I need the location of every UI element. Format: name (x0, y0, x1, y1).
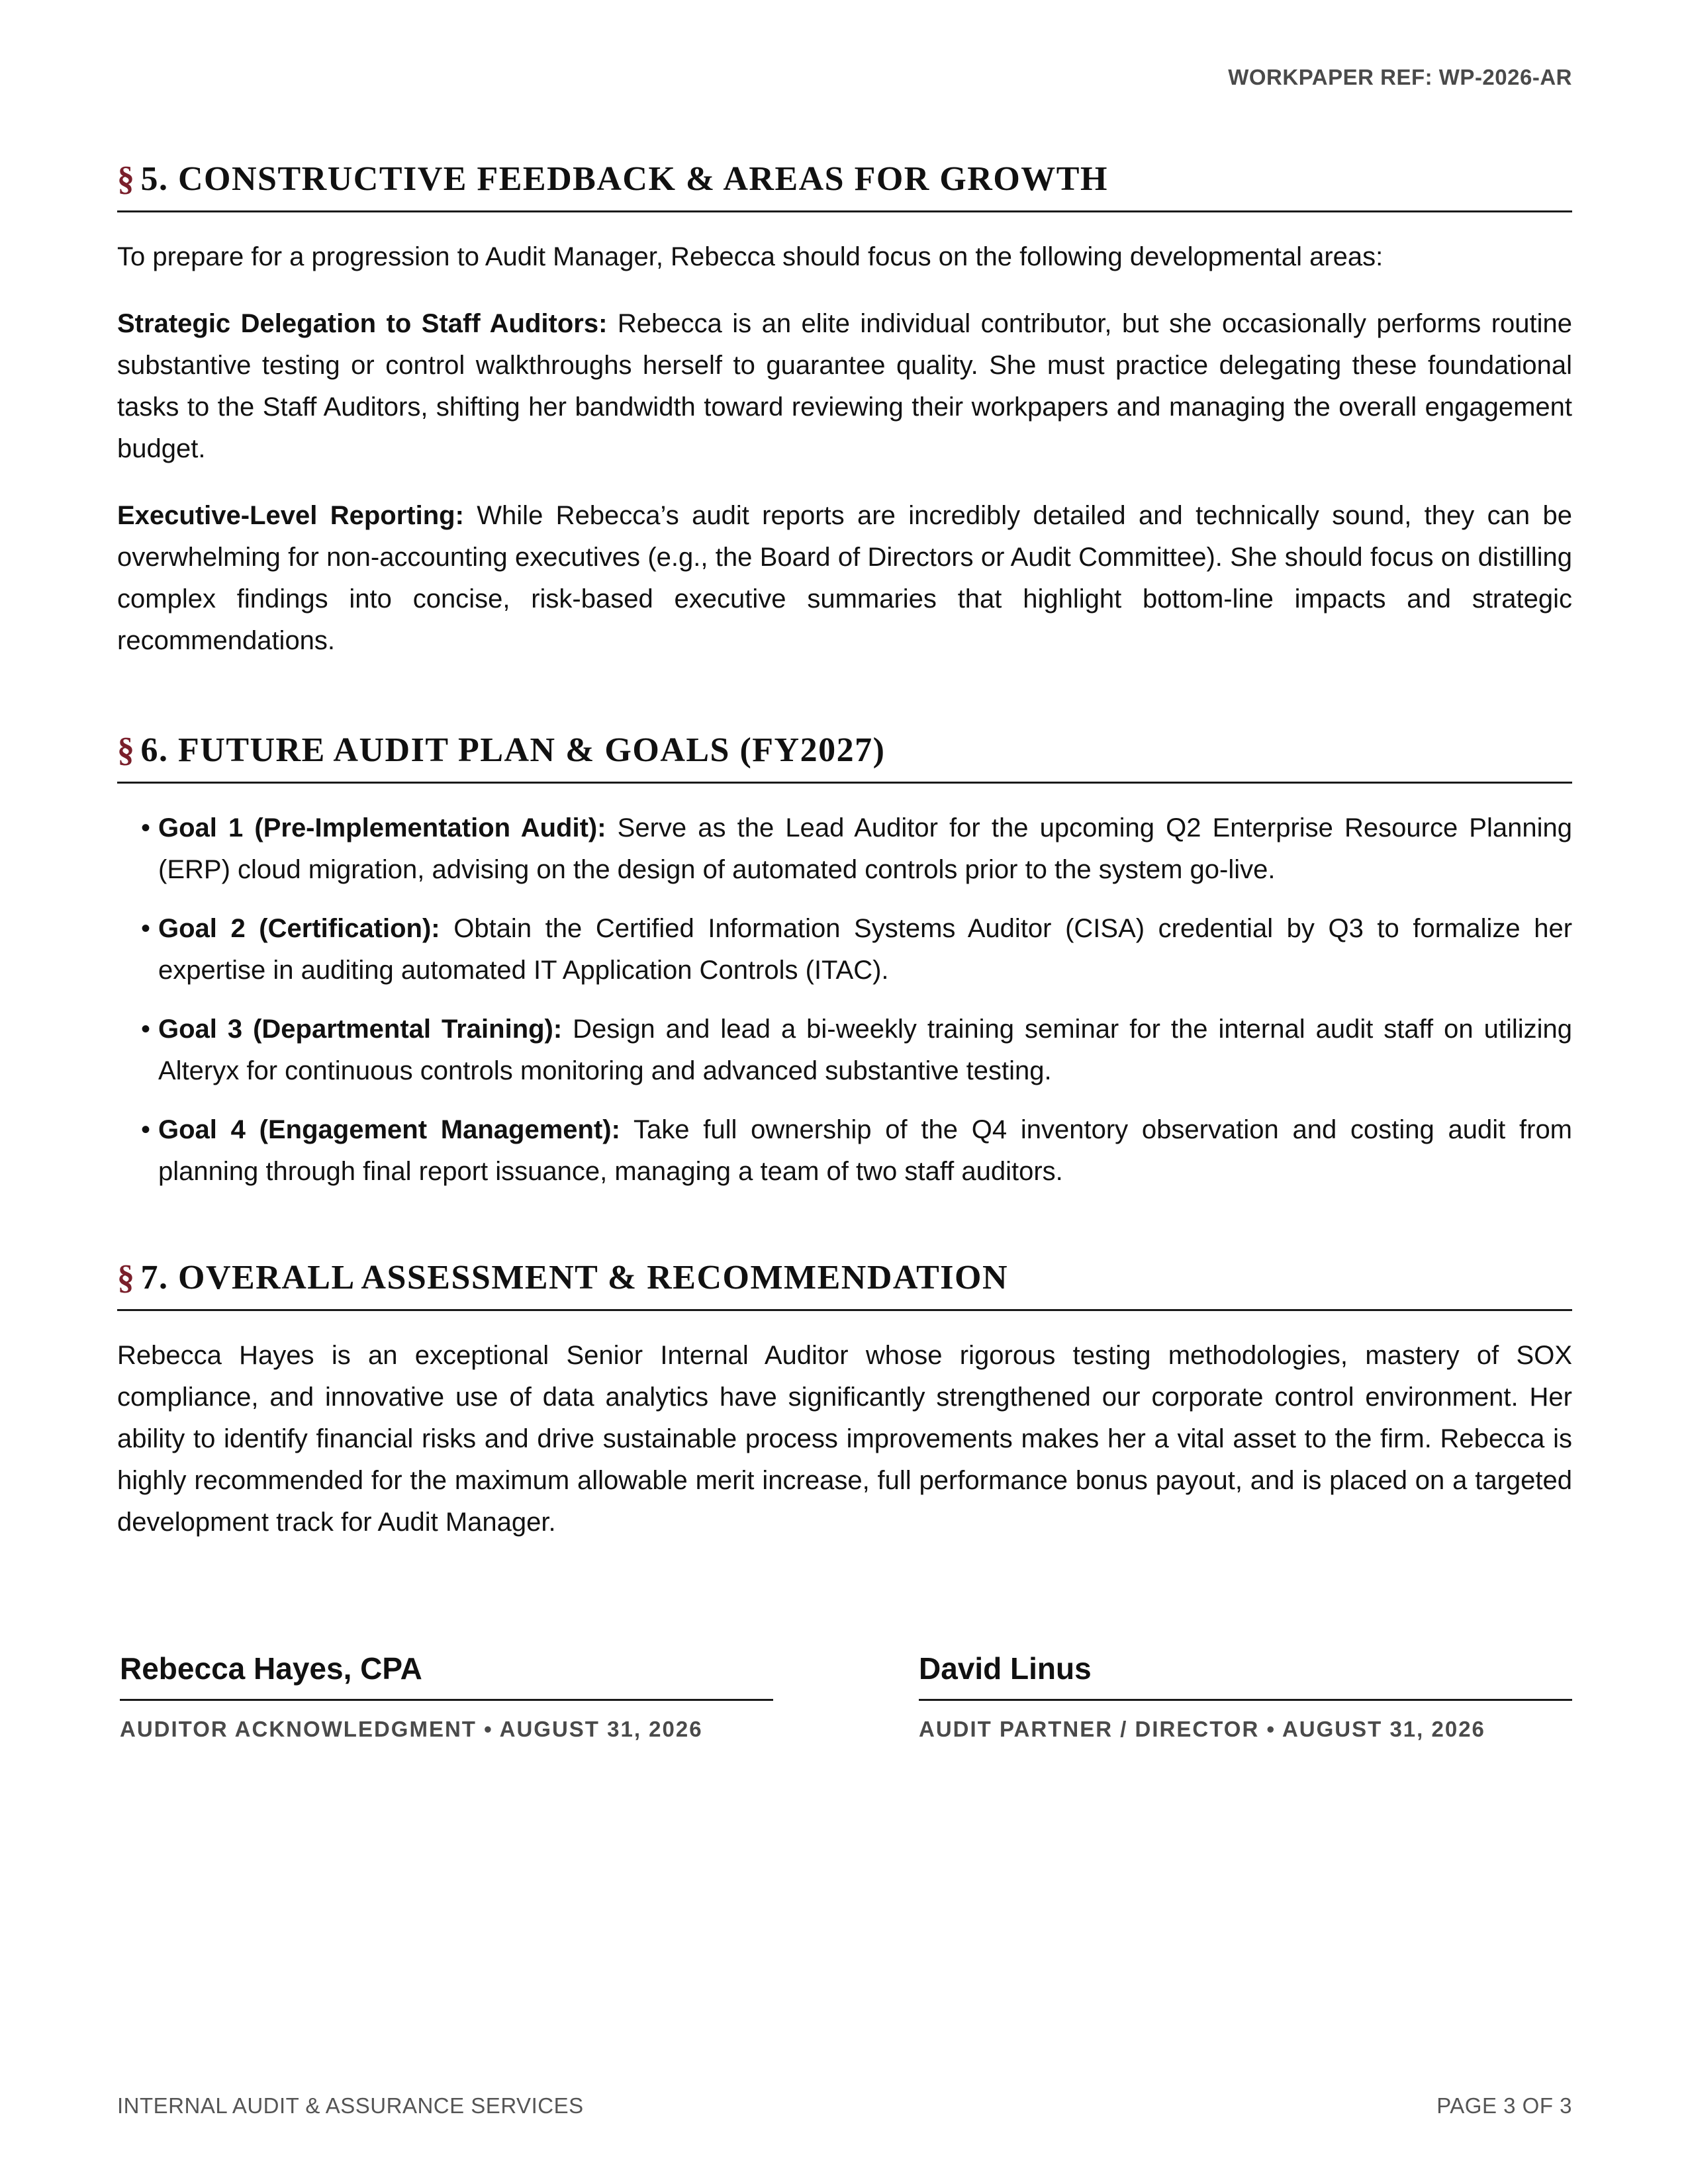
goal-label: Goal 2 (Certification): (158, 914, 440, 944)
signature-role-date: AUDITOR ACKNOWLEDGMENT • AUGUST 31, 2026 (120, 1717, 703, 1742)
goal-text: Serve as the Lead Auditor for the upcoming Q2 Enterprise Resource Planning (ERP) cloud migration, advising on the design of automated controls prior to the system go-live. (158, 813, 1572, 885)
document-page (117, 0, 1572, 2184)
goal-item-3 (117, 1009, 1572, 1092)
feedback-item-label: Strategic Delegation to Staff Auditors: (117, 309, 608, 339)
section-6-heading (117, 730, 1572, 784)
bullet-icon: • (141, 1115, 151, 1145)
signature-name: Rebecca Hayes, CPA (120, 1651, 773, 1701)
signature-block-auditor (120, 1651, 773, 1742)
signature-role-date: AUDIT PARTNER / DIRECTOR • AUGUST 31, 2026 (919, 1717, 1485, 1742)
feedback-item-reporting (117, 495, 1572, 662)
bullet-icon: • (141, 813, 151, 843)
feedback-item-text: Rebecca is an elite individual contributor, but she occasionally performs routine substantive testing or control walkthroughs herself to guarantee quality. She must practice delegating these foundational tasks to the Staff Auditors, shifting her bandwidth toward reviewing their workpapers and managing the overall engagement budget. (117, 309, 1572, 464)
section-7-heading (117, 1257, 1572, 1311)
section-symbol: § (117, 731, 136, 769)
section-5-heading (117, 159, 1572, 212)
footer-page-number: PAGE 3 OF 3 (1436, 2093, 1572, 2118)
goal-item-2 (117, 908, 1572, 991)
feedback-item-label: Executive-Level Reporting: (117, 501, 464, 531)
feedback-item-text: While Rebecca’s audit reports are incredibly detailed and technically sound, they can be overwhelming for non-accounting executives (e.g., the Board of Directors or Audit Committee). She should focus on distilling complex findings into concise, risk-based executive summaries that highlight bottom-line impacts and strategic recommendations. (117, 501, 1572, 656)
feedback-item-delegation (117, 303, 1572, 470)
goal-label: Goal 1 (Pre-Implementation Audit): (158, 813, 606, 843)
goal-label: Goal 4 (Engagement Management): (158, 1115, 620, 1145)
bullet-icon: • (141, 914, 151, 944)
section-6-title: 6. FUTURE AUDIT PLAN & GOALS (FY2027) (140, 731, 886, 769)
section-constructive-feedback (117, 159, 1572, 662)
goals-list (117, 807, 1572, 1193)
section-future-audit-plan (117, 730, 1572, 1193)
goal-item-4 (117, 1109, 1572, 1193)
bullet-icon: • (141, 1015, 151, 1044)
section-overall-assessment (117, 1257, 1572, 1543)
section-5-title: 5. CONSTRUCTIVE FEEDBACK & AREAS FOR GROWTH (140, 160, 1108, 198)
goal-text: Take full ownership of the Q4 inventory observation and costing audit from planning through final report issuance, managing a team of two staff auditors. (158, 1115, 1573, 1187)
signature-block-partner (919, 1651, 1572, 1742)
goal-item-1 (117, 807, 1572, 891)
workpaper-reference: WORKPAPER REF: WP-2026-AR (1228, 65, 1572, 89)
section-7-title: 7. OVERALL ASSESSMENT & RECOMMENDATION (140, 1259, 1009, 1297)
assessment-paragraph: Rebecca Hayes is an exceptional Senior Internal Auditor whose rigorous testing methodologies, mastery of SOX compliance, and innovative use of data analytics have significantly strengthened our corporate control environment. Her ability to identify financial risks and drive sustainable process improvements makes her a vital asset to the firm. Rebecca is highly recommended for the maximum allowable merit increase, full performance bonus payout, and is placed on a targeted development track for Audit Manager. (117, 1341, 1572, 1537)
goal-text: Design and lead a bi-weekly training seminar for the internal audit staff on utilizing Alteryx for continuous controls monitoring and advanced substantive testing. (158, 1015, 1572, 1086)
section-symbol: § (117, 160, 136, 198)
section-symbol: § (117, 1259, 136, 1297)
footer-department: INTERNAL AUDIT & ASSURANCE SERVICES (117, 2093, 584, 2118)
signature-name: David Linus (919, 1651, 1572, 1701)
section-5-intro: To prepare for a progression to Audit Manager, Rebecca should focus on the following developmental areas: (117, 242, 1383, 272)
goal-text: Obtain the Certified Information Systems Auditor (CISA) credential by Q3 to formalize her expertise in auditing automated IT Application Controls (ITAC). (158, 914, 1573, 985)
goal-label: Goal 3 (Departmental Training): (158, 1015, 563, 1044)
